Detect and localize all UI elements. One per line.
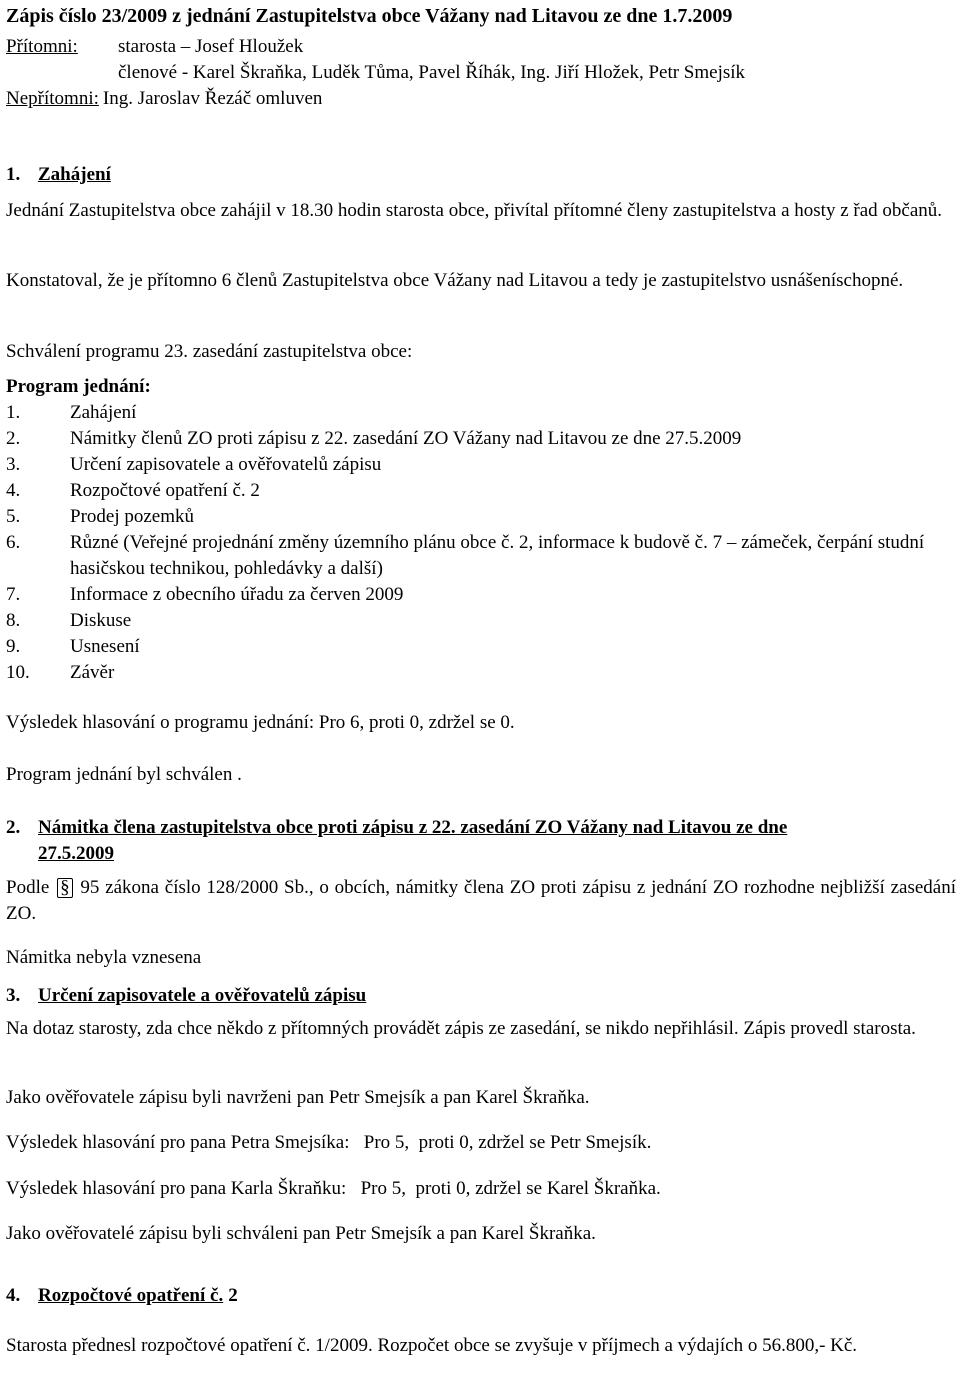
s4-paragraph-1: Starosta přednesl rozpočtové opatření č. 1/2009. Rozpočet obce se zvyšuje v příjmech a výdajích o 56.800,- Kč.: [6, 1335, 858, 1356]
paragraph-sign: §: [57, 878, 73, 898]
program-list: [6, 400, 956, 686]
present-members-row: [6, 60, 956, 86]
section-title: Zahájení: [38, 164, 111, 185]
program-item: 9. Usnesení: [6, 636, 140, 657]
program-item: 1. Zahájení: [6, 402, 137, 423]
program-item: 6. Různé (Veřejné projednání změny územního plánu obce č. 2, informace k budově č. 7 – zámeček, čerpání studní hasičskou technikou, pohledávky a další): [6, 532, 925, 579]
program-approved: Program jednání byl schválen .: [6, 764, 242, 785]
section-title: Rozpočtové opatření č.: [38, 1285, 224, 1306]
present-mayor: starosta – Josef Hloužek: [118, 36, 304, 57]
s3-paragraph-2: Jako ověřovatele zápisu byli navrženi pan Petr Smejsík a pan Karel Škraňka.: [6, 1087, 590, 1108]
section-1-heading: [6, 162, 956, 188]
document-title: Zápis číslo 23/2009 z jednání Zastupitelstva obce Vážany nad Litavou ze dne 1.7.2009: [6, 5, 733, 27]
s3-paragraph-5: Jako ověřovatelé zápisu byli schváleni pan Petr Smejsík a pan Karel Škraňka.: [6, 1223, 596, 1244]
section-title: Určení zapisovatele a ověřovatelů zápisu: [38, 985, 367, 1006]
section-2-heading: [6, 815, 956, 867]
attendance-block: [6, 34, 956, 112]
s1-paragraph-1: Jednání Zastupitelstva obce zahájil v 18.30 hodin starosta obce, přivítal přítomné členy zastupitelstva a hosty z řad občanů.: [6, 200, 943, 221]
program-item: 10. Závěr: [6, 662, 115, 683]
present-row: [6, 34, 956, 60]
section-4-heading: [6, 1283, 956, 1309]
s3-vote-smejsik: Výsledek hlasování pro pana Petra Smejsíka: Pro 5, proti 0, zdržel se Petr Smejsík.: [6, 1132, 652, 1153]
section-number: 3.: [6, 985, 21, 1006]
s2-paragraph-1: Podle § 95 zákona číslo 128/2000 Sb., o obcích, námitky člena ZO proti zápisu z jednání ZO rozhodne nejbližší zasedání ZO.: [6, 877, 957, 924]
program-item: 3. Určení zapisovatele a ověřovatelů zápisu: [6, 454, 382, 475]
s2-paragraph-2: Námitka nebyla vznesena: [6, 947, 202, 968]
section-1: [6, 162, 956, 188]
absent-label: Nepřítomni:: [6, 88, 99, 109]
s1-paragraph-3: Schválení programu 23. zasedání zastupitelstva obce:: [6, 341, 413, 362]
program-heading: Program jednání:: [6, 376, 151, 397]
program-item: 8. Diskuse: [6, 610, 132, 631]
s1-paragraph-2: Konstatoval, že je přítomno 6 členů Zastupitelstva obce Vážany nad Litavou a tedy je zastupitelstvo usnášeníschopné.: [6, 270, 904, 291]
s3-paragraph-1: Na dotaz starosty, zda chce někdo z přítomných provádět zápis ze zasedání, se nikdo nepřihlásil. Zápis provedl starosta.: [6, 1018, 916, 1039]
s3-vote-skranka: Výsledek hlasování pro pana Karla Škraňku: Pro 5, proti 0, zdržel se Karel Škraňka.: [6, 1178, 661, 1199]
program-item: 4. Rozpočtové opatření č. 2: [6, 480, 260, 501]
section-number: 1.: [6, 164, 21, 185]
section-title-cont: 27.5.2009: [38, 843, 114, 864]
program-item: 2. Námitky členů ZO proti zápisu z 22. zasedání ZO Vážany nad Litavou ze dne 27.5.2009: [6, 428, 742, 449]
present-members: členové - Karel Škraňka, Luděk Tůma, Pavel Říhák, Ing. Jiří Hložek, Petr Smejsík: [118, 62, 746, 83]
program-item: 7. Informace z obecního úřadu za červen 2009: [6, 584, 404, 605]
document-page: [6, 0, 957, 1356]
section-title: Námitka člena zastupitelstva obce proti zápisu z 22. zasedání ZO Vážany nad Litavou ze dne: [38, 817, 788, 838]
absent-value: Ing. Jaroslav Řezáč omluven: [102, 88, 323, 109]
section-number: 2.: [6, 817, 21, 838]
section-title-number: 2: [228, 1285, 238, 1306]
section-number: 4.: [6, 1285, 21, 1306]
absent-row: [6, 86, 956, 112]
present-label: Přítomni:: [6, 36, 78, 57]
section-3-heading: [6, 983, 956, 1009]
program-item: 5. Prodej pozemků: [6, 506, 195, 527]
program-vote-result: Výsledek hlasování o programu jednání: Pro 6, proti 0, zdržel se 0.: [6, 712, 515, 733]
